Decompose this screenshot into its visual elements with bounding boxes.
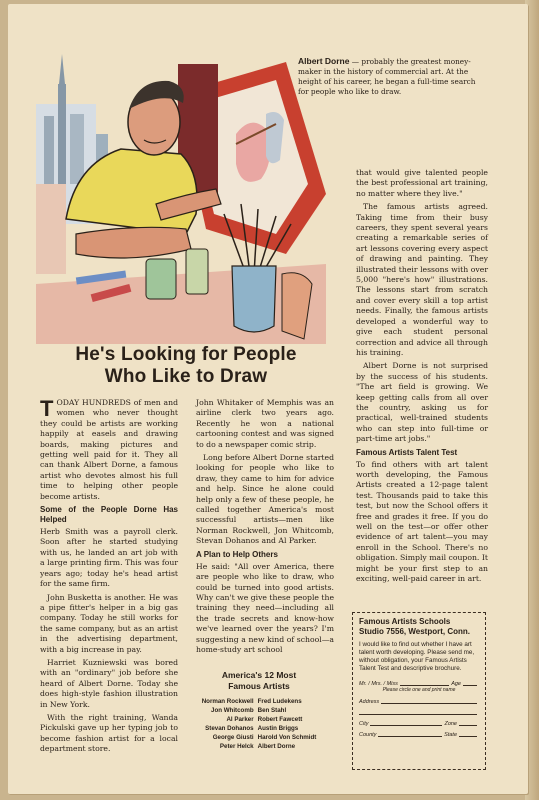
paragraph: Long before Albert Dorne started looking for people who like to draw, they came to him for advice and help. Since he alone could help only a few of these people, he called together America's most successful artists—men like Norman Rockwell, Jon Whitcomb, Stevan Dohanos and Al Parker. [196,453,334,546]
artists-title-line-2: Famous Artists [228,681,290,691]
headline [40,344,332,388]
article-column-1 [40,398,178,758]
coupon-instruction: Please circle one and print name [382,687,456,693]
albert-dorne-illustration [36,44,326,344]
coupon-request-text: I would like to find out whether I have art talent worth developing. Please send me, without obligation, your Famous Artists Talent Test and descriptive brochure. [359,641,475,672]
subheading: Some of the People Dorne Has Helped [40,505,178,525]
subheading: A Plan to Help Others [196,549,278,559]
state-label: State [444,732,457,738]
name-field[interactable] [359,677,479,687]
paragraph: Herb Smith was a payroll clerk. Soon after he started studying with us, he landed an art job with a large printing firm. This was four years ago; today he's head artist for the same firm. [40,527,178,589]
artist-row [200,724,319,733]
artist-name: Harold Von Schmidt [257,734,317,741]
city-zone-field[interactable] [359,717,479,727]
paragraph: Harriet Kuzniewski was bored with an "ordinary" job before she heard of Albert Dorne. Today she does high-style fashion illustration in New York. [40,657,178,709]
illustration-caption [298,56,480,97]
mail-in-coupon[interactable] [352,612,486,770]
caption-name: Albert Dorne [298,56,350,66]
zone-label: Zone [444,721,457,727]
coupon-header [359,617,479,637]
caption-text: — probably the greatest money-maker in the history of commercial art. At the height of his career, he began a full-time search for people who like to draw. [298,57,476,96]
artist-row [200,742,319,751]
artist-name: Jon Whitcomb [211,707,254,714]
drop-cap: T [40,396,54,421]
paragraph: TODAY HUNDREDS of men and women who never thought they could be artists are working happily at easels and drawing boards, making pictures and getting well paid for it. They all can thank Albert Dorne, a famous artist who devotes almost his full time to helping other people become artists. [40,396,178,501]
artist-row [200,697,319,706]
artist-name: Fred Ludekens [257,698,302,705]
artist-name: Peter Helck [219,743,254,750]
salutation-label: Mr. / Mrs. / Miss [359,681,398,687]
artist-row [200,715,319,724]
address-line-2[interactable] [359,706,479,716]
address-label: Address [359,699,380,705]
age-label: Age [451,681,461,687]
address-field[interactable] [359,695,479,705]
paragraph: that would give talented people the best professional art training, no matter where they live." [356,168,488,198]
artists-table [200,697,319,751]
artist-name: Al Parker [226,716,254,723]
coupon-address: Studio 7556, Westport, Conn. [359,627,470,636]
article-column-2 [196,398,334,658]
artist-row [200,706,319,715]
artist-name: Austin Briggs [257,725,299,732]
artist-name: Albert Dorne [257,743,296,750]
coupon-school-name: Famous Artists Schools [359,617,451,626]
paragraph: With the right training, Wanda Pickulski gave up her typing job to become fashion artist for a local department store. [40,712,178,754]
paragraph: John Busketta is another. He was a pipe fitter's helper in a big gas company. Today he still works for the same company, but as an artist in the advertising department, with a big increase in pay. [40,592,178,654]
headline-line-2: Who Like to Draw [104,366,268,387]
artist-row [200,733,319,742]
artist-name: Ben Stahl [257,707,287,714]
city-label: City [359,721,369,727]
county-state-field[interactable] [359,728,479,738]
paragraph: The famous artists agreed. Taking time from their busy careers, they spent several years creating a remarkable series of art lessons covering every aspect of drawing and painting. They illustrated their lessons with over 5,000 "here's how" illustrations. The lessons start from scratch and cover every skill a top artist needs. Finally, the famous artists developed a wonderful way to give each student personal correction and advice all through his training. [356,202,488,357]
headline-line-1: He's Looking for People [75,344,297,365]
artist-name: Norman Rockwell [201,698,254,705]
article-column-3 [356,168,488,587]
subheading: Famous Artists Talent Test [356,447,458,457]
paragraph: He said: "All over America, there are people who like to draw, who could be turned into good artists. Why can't we give these people the training they need—including all the trade secrets and know-how we've learned over the years? I'm suggesting a new kind of school—a home-study art school [196,561,335,654]
paragraph: John Whitaker of Memphis was an airline clerk two years ago. Recently he won a national cartooning contest and was signed to do a newspaper comic strip. [196,398,334,449]
artist-name: Robert Fawcett [257,716,303,723]
county-label: County [359,732,377,738]
artist-name: Stevan Dohanos [205,725,254,732]
paragraph: Albert Dorne is not surprised by the success of his students. "The art field is growing. We keep getting calls from all over the country, asking us for practical, well-trained students who can step into full-time or part-time art jobs." [356,361,488,444]
artists-title-line-1: America's 12 Most [221,670,297,680]
artists-title [184,670,334,692]
artist-name: George Giusti [212,734,254,741]
famous-artists-list [184,670,334,751]
paragraph: To find others with art talent worth developing, the Famous Artists created a 12-page talent test. Thousands paid to take this test, but now the School offers it free and grades it free. If you do well on the test—or offer other evidence of art talent—you may enroll in the School. There's no obligation. Simply mail coupon. It might be your first step to an exciting, well-paid career in art. [356,459,488,584]
